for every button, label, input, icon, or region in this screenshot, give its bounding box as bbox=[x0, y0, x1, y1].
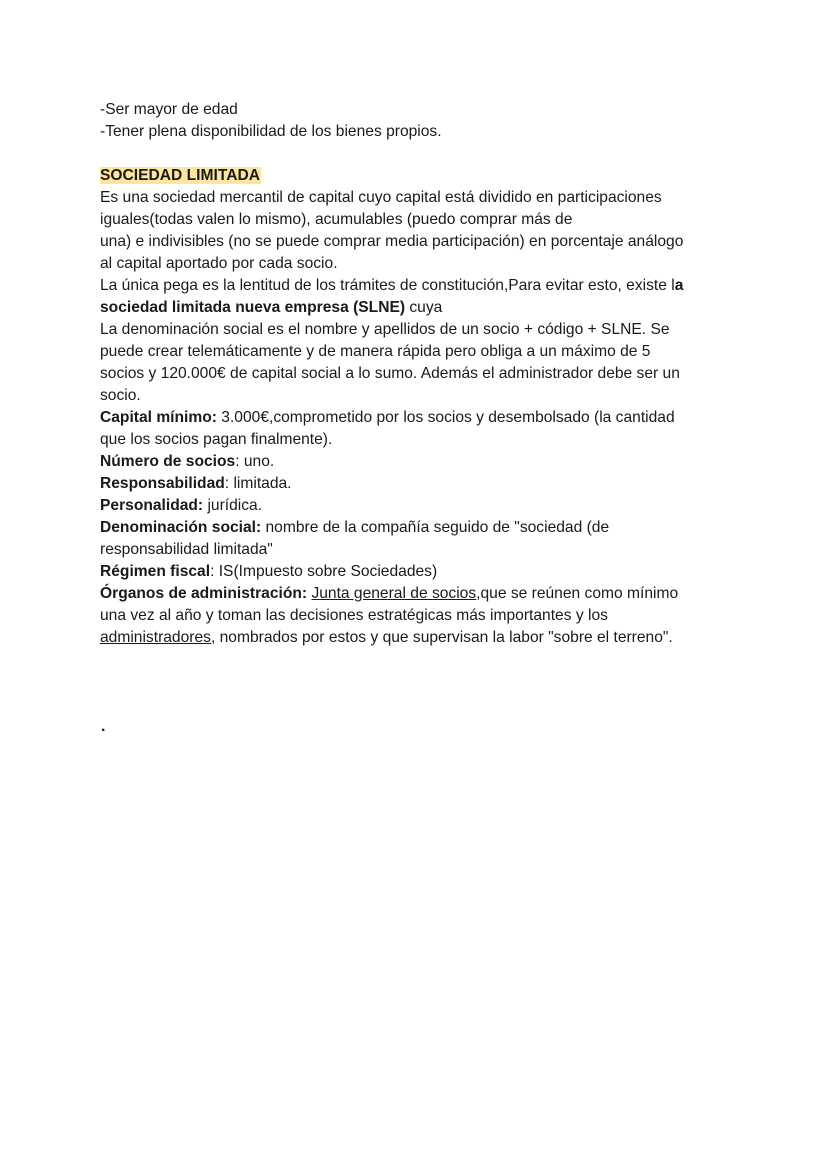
section-heading: SOCIEDAD LIMITADA bbox=[100, 167, 260, 184]
list-item: -Tener plena disponibilidad de los bienes propios. bbox=[100, 123, 442, 140]
field-value: : uno. bbox=[235, 453, 275, 470]
field-label: Denominación social: bbox=[100, 519, 262, 536]
field-value: , nombrados por estos y que supervisan la labor "sobre el terreno". bbox=[210, 629, 673, 646]
paragraph-line bbox=[100, 297, 740, 319]
paragraph-line: socios y 120.000€ de capital social a lo sumo. Además el administrador debe ser un bbox=[100, 365, 680, 382]
paragraph-line: La denominación social es el nombre y apellidos de un socio + código + SLNE. Se bbox=[100, 321, 670, 338]
field-regimen bbox=[100, 561, 740, 583]
bold-text: a bbox=[674, 277, 684, 294]
paragraph-line: iguales(todas valen lo mismo), acumulables (puedo comprar más de bbox=[100, 211, 573, 228]
text: cuya bbox=[405, 299, 443, 316]
field-capital-cont: que los socios pagan finalmente). bbox=[100, 431, 333, 448]
field-label: Capital mínimo: bbox=[100, 409, 217, 426]
paragraph-line bbox=[100, 275, 740, 297]
document-body bbox=[100, 99, 740, 649]
text: La única pega es la lentitud de los trámites de constitución,Para evitar esto, existe l bbox=[100, 277, 675, 294]
field-value: jurídica. bbox=[203, 497, 263, 514]
field-label: Órganos de administración: bbox=[100, 585, 308, 602]
paragraph-line: al capital aportado por cada socio. bbox=[100, 255, 338, 272]
list-item: -Ser mayor de edad bbox=[100, 101, 238, 118]
field-socios bbox=[100, 451, 740, 473]
section-heading-wrap bbox=[100, 165, 740, 187]
field-responsabilidad bbox=[100, 473, 740, 495]
underlined-term: Junta general de socios bbox=[311, 585, 477, 602]
field-label: Responsabilidad bbox=[100, 475, 225, 492]
field-organos-cont: una vez al año y toman las decisiones estratégicas más importantes y los bbox=[100, 607, 608, 624]
field-value: 3.000€,comprometido por los socios y desembolsado (la cantidad bbox=[216, 409, 675, 426]
field-label: Número de socios bbox=[100, 453, 236, 470]
paragraph-line: socio. bbox=[100, 387, 141, 404]
underlined-term: administradores bbox=[100, 629, 211, 646]
field-value: : limitada. bbox=[224, 475, 292, 492]
field-value: nombre de la compañía seguido de "sociedad (de bbox=[261, 519, 610, 536]
field-personalidad bbox=[100, 495, 740, 517]
paragraph-line: puede crear telemáticamente y de manera rápida pero obliga a un máximo de 5 bbox=[100, 343, 651, 360]
paragraph-line: Es una sociedad mercantil de capital cuyo capital está dividido en participaciones bbox=[100, 189, 662, 206]
field-label: Régimen fiscal bbox=[100, 563, 211, 580]
field-value: : IS(Impuesto sobre Sociedades) bbox=[210, 563, 438, 580]
field-organos-cont bbox=[100, 627, 740, 649]
field-denominacion bbox=[100, 517, 740, 539]
field-organos bbox=[100, 583, 740, 605]
paragraph-line: una) e indivisibles (no se puede comprar media participación) en porcentaje análogo bbox=[100, 233, 684, 250]
field-value: ,que se reúnen como mínimo bbox=[476, 585, 679, 602]
field-capital bbox=[100, 407, 740, 429]
trailing-mark: . bbox=[101, 718, 106, 735]
field-denominacion-cont: responsabilidad limitada" bbox=[100, 541, 273, 558]
field-label: Personalidad: bbox=[100, 497, 204, 514]
bold-text: sociedad limitada nueva empresa (SLNE) bbox=[100, 299, 406, 316]
